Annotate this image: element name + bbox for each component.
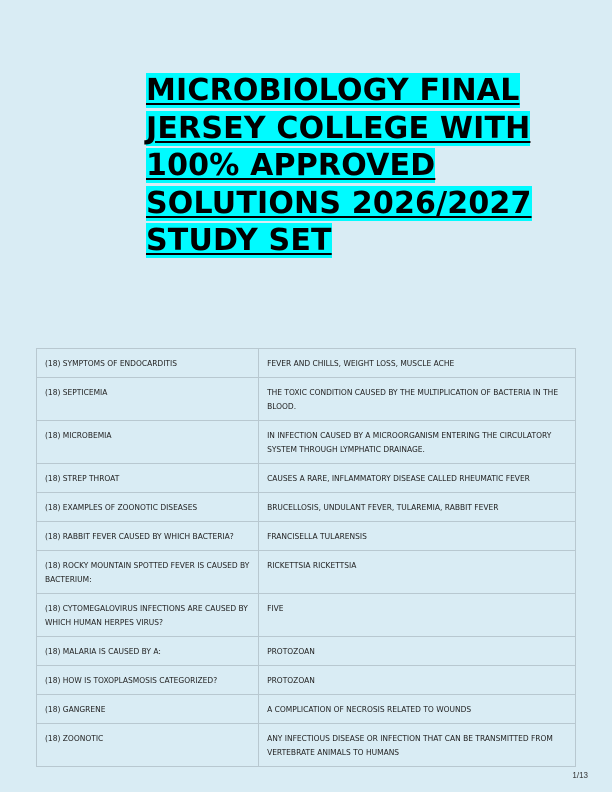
answer-cell: PROTOZOAN xyxy=(259,637,576,666)
question-cell: (18) SEPTICEMIA xyxy=(37,378,259,421)
table-row xyxy=(37,464,576,493)
table-row xyxy=(37,724,576,767)
title-line: 100% APPROVED xyxy=(146,148,436,183)
answer-cell: IN INFECTION CAUSED BY A MICROORGANISM ENTERING THE CIRCULATORY SYSTEM THROUGH LYMPHATIC DRAINAGE. xyxy=(259,421,576,464)
answer-cell: RICKETTSIA RICKETTSIA xyxy=(259,551,576,594)
question-cell: (18) EXAMPLES OF ZOONOTIC DISEASES xyxy=(37,493,259,522)
question-cell: (18) MALARIA IS CAUSED BY A: xyxy=(37,637,259,666)
question-cell: (18) ROCKY MOUNTAIN SPOTTED FEVER IS CAUSED BY BACTERIUM: xyxy=(37,551,259,594)
table-row xyxy=(37,349,576,378)
table-row xyxy=(37,695,576,724)
answer-cell: FRANCISELLA TULARENSIS xyxy=(259,522,576,551)
question-cell: (18) STREP THROAT xyxy=(37,464,259,493)
study-set-table xyxy=(36,348,576,767)
answer-cell: BRUCELLOSIS, UNDULANT FEVER, TULAREMIA, RABBIT FEVER xyxy=(259,493,576,522)
answer-cell: CAUSES A RARE, INFLAMMATORY DISEASE CALLED RHEUMATIC FEVER xyxy=(259,464,576,493)
question-cell: (18) GANGRENE xyxy=(37,695,259,724)
question-cell: (18) HOW IS TOXOPLASMOSIS CATEGORIZED? xyxy=(37,666,259,695)
title-line: STUDY SET xyxy=(146,223,332,258)
answer-cell: THE TOXIC CONDITION CAUSED BY THE MULTIPLICATION OF BACTERIA IN THE BLOOD. xyxy=(259,378,576,421)
answer-cell: A COMPLICATION OF NECROSIS RELATED TO WOUNDS xyxy=(259,695,576,724)
table-row xyxy=(37,378,576,421)
table-row xyxy=(37,594,576,637)
table-row xyxy=(37,522,576,551)
title-line: MICROBIOLOGY FINAL xyxy=(146,73,520,108)
table-row xyxy=(37,666,576,695)
answer-cell: ANY INFECTIOUS DISEASE OR INFECTION THAT CAN BE TRANSMITTED FROM VERTEBRATE ANIMALS TO HUMANS xyxy=(259,724,576,767)
table-row xyxy=(37,421,576,464)
question-cell: (18) RABBIT FEVER CAUSED BY WHICH BACTERIA? xyxy=(37,522,259,551)
answer-cell: FEVER AND CHILLS, WEIGHT LOSS, MUSCLE ACHE xyxy=(259,349,576,378)
document-title xyxy=(146,72,586,260)
table-row xyxy=(37,551,576,594)
title-line: SOLUTIONS 2026/2027 xyxy=(146,185,532,221)
table-row xyxy=(37,493,576,522)
answer-cell: FIVE xyxy=(259,594,576,637)
page-number: 1/13 xyxy=(572,771,588,780)
table-row xyxy=(37,637,576,666)
answer-cell: PROTOZOAN xyxy=(259,666,576,695)
title-line: JERSEY COLLEGE WITH xyxy=(146,110,531,146)
question-cell: (18) MICROBEMIA xyxy=(37,421,259,464)
question-cell: (18) ZOONOTIC xyxy=(37,724,259,767)
question-cell: (18) SYMPTOMS OF ENDOCARDITIS xyxy=(37,349,259,378)
question-cell: (18) CYTOMEGALOVIRUS INFECTIONS ARE CAUSED BY WHICH HUMAN HERPES VIRUS? xyxy=(37,594,259,637)
